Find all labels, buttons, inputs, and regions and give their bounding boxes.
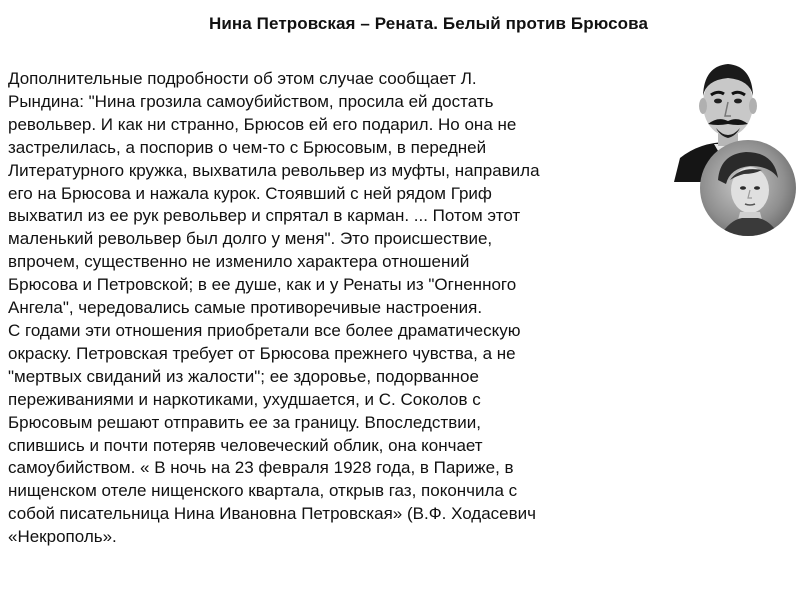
text-line: «Некрополь».	[8, 527, 117, 547]
text-line: Ангела", чередовались самые противоречивые настроения.	[8, 298, 483, 318]
text-line: Брюсовым решают отправить ее за границу. Впоследствии,	[8, 412, 481, 432]
text-line: револьвер. И как ни странно, Брюсов ей его подарил. Но она не	[8, 114, 517, 134]
text-line: Дополнительные подробности об этом случае сообщает Л.	[8, 69, 477, 88]
text-line: Брюсова и Петровской; в ее душе, как и у Ренаты из "Огненного	[8, 275, 517, 295]
text-line: окраску. Петровская требует от Брюсова прежнего чувства, а не	[8, 343, 516, 363]
text-line: С годами эти отношения приобретали все более драматическую	[8, 320, 521, 340]
text-line: собой писательница Нина Ивановна Петровская» (В.Ф. Ходасевич	[8, 504, 537, 524]
text-line: его на Брюсова и нажала курок. Стоявший с ней рядом Гриф	[8, 183, 492, 203]
text-line: спившись и почти потеряв человеческий облик, она кончает	[8, 435, 483, 455]
text-line: "мертвых свиданий из жалости"; ее здоровье, подорванное	[8, 366, 479, 386]
body-text	[8, 68, 648, 549]
text-line: выхватил из ее рук револьвер и спрятал в карман. ... Потом этот	[8, 206, 521, 226]
text-line: переживаниями и наркотиками, ухудшается, и С. Соколов с	[8, 389, 481, 409]
text-line: Рындина: "Нина грозила самоубийством, просила ей достать	[8, 91, 494, 111]
text-line: впрочем, существенно не изменило характера отношений	[8, 252, 470, 272]
text-line: нищенском отеле нищенского квартала, открыв газ, покончила с	[8, 481, 518, 501]
portrait-photo-woman	[700, 140, 796, 236]
slide-title: Нина Петровская – Рената. Белый против Брюсова	[209, 14, 649, 33]
text-line: маленький револьвер был долго у меня". Это происшествие,	[8, 229, 493, 249]
text-line: Литературного кружка, выхватила револьвер из муфты, направила	[8, 160, 540, 180]
text-line: застрелилась, а поспорив о чем-то с Брюсовым, в передней	[8, 137, 487, 157]
text-line: самоубийством. « В ночь на 23 февраля 1928 года, в Париже, в	[8, 458, 514, 478]
